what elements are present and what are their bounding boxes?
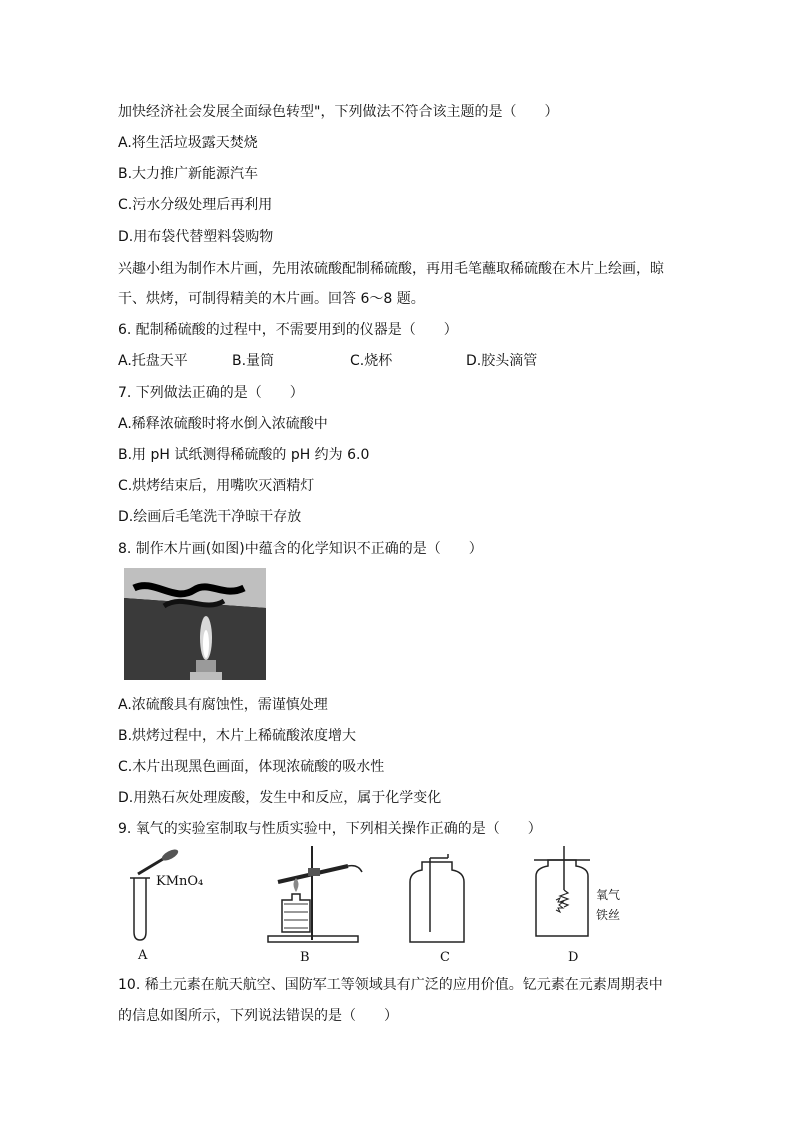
q6-option-b: B.量筒 <box>232 353 275 369</box>
q6-option-d: D.胶头滴管 <box>466 353 538 369</box>
q9-figure-d-wire-label: 铁丝 <box>596 908 621 922</box>
question6-stem: 6. 配制稀硫酸的过程中，不需要用到的仪器是（ ） <box>118 322 458 338</box>
q9-figure-b <box>258 842 368 965</box>
q9-figure-c <box>400 852 480 965</box>
q7-option-a: A.稀释浓硫酸时将水倒入浓硫酸中 <box>118 416 328 432</box>
q8-option-c: C.木片出现黑色画面，体现浓硫酸的吸水性 <box>118 759 385 775</box>
q7-option-d: D.绘画后毛笔洗干净晾干存放 <box>118 509 302 525</box>
q5-option-d: D.用布袋代替塑料袋购物 <box>118 229 274 245</box>
wood-painting-photo <box>124 568 266 680</box>
question10-stem-line-1: 10. 稀土元素在航天航空、国防军工等领域具有广泛的应用价值。钇元素在元素周期表中 <box>118 977 663 993</box>
q9-figure-d <box>530 846 670 965</box>
q9-figure-a-chem: KMnO₄ <box>156 874 204 889</box>
question8-stem: 8. 制作木片画(如图)中蕴含的化学知识不正确的是（ ） <box>118 541 483 557</box>
q5-option-b: B.大力推广新能源汽车 <box>118 166 259 182</box>
q9-figure-d-label: D <box>568 950 579 965</box>
question7-stem: 7. 下列做法正确的是（ ） <box>118 385 304 401</box>
q6-option-a: A.托盘天平 <box>118 353 188 369</box>
question9-stem: 9. 氧气的实验室制取与性质实验中，下列相关操作正确的是（ ） <box>118 821 542 837</box>
question10-stem-line-2: 的信息如图所示，下列说法错误的是（ ） <box>118 1008 398 1024</box>
q9-figure-b-label: B <box>300 950 310 965</box>
q6-options <box>118 352 678 370</box>
passage-line-2: 干、烘烤，可制得精美的木片画。回答 6～8 题。 <box>118 291 425 307</box>
question5-stem-end: 加快经济社会发展全面绿色转型"，下列做法不符合该主题的是（ ） <box>118 104 559 120</box>
q8-option-d: D.用熟石灰处理废酸，发生中和反应，属于化学变化 <box>118 790 442 806</box>
q8-option-a: A.浓硫酸具有腐蚀性，需谨慎处理 <box>118 697 328 713</box>
q8-option-b: B.烘烤过程中，木片上稀硫酸浓度增大 <box>118 728 357 744</box>
q9-figure-d-oxygen-label: 氧气 <box>596 888 621 902</box>
q5-option-a: A.将生活垃圾露天焚烧 <box>118 135 258 151</box>
q7-option-b: B.用 pH 试纸测得稀硫酸的 pH 约为 6.0 <box>118 447 370 463</box>
q5-option-c: C.污水分级处理后再利用 <box>118 197 273 213</box>
q9-figure-a <box>118 846 228 963</box>
q6-option-c: C.烧杯 <box>350 353 393 369</box>
q9-figure-c-label: C <box>440 950 450 965</box>
passage-line-1: 兴趣小组为制作木片画，先用浓硫酸配制稀硫酸，再用毛笔蘸取稀硫酸在木片上绘画，晾 <box>118 261 664 277</box>
q9-figure-a-label: A <box>138 948 148 963</box>
q7-option-c: C.烘烤结束后，用嘴吹灭酒精灯 <box>118 478 315 494</box>
